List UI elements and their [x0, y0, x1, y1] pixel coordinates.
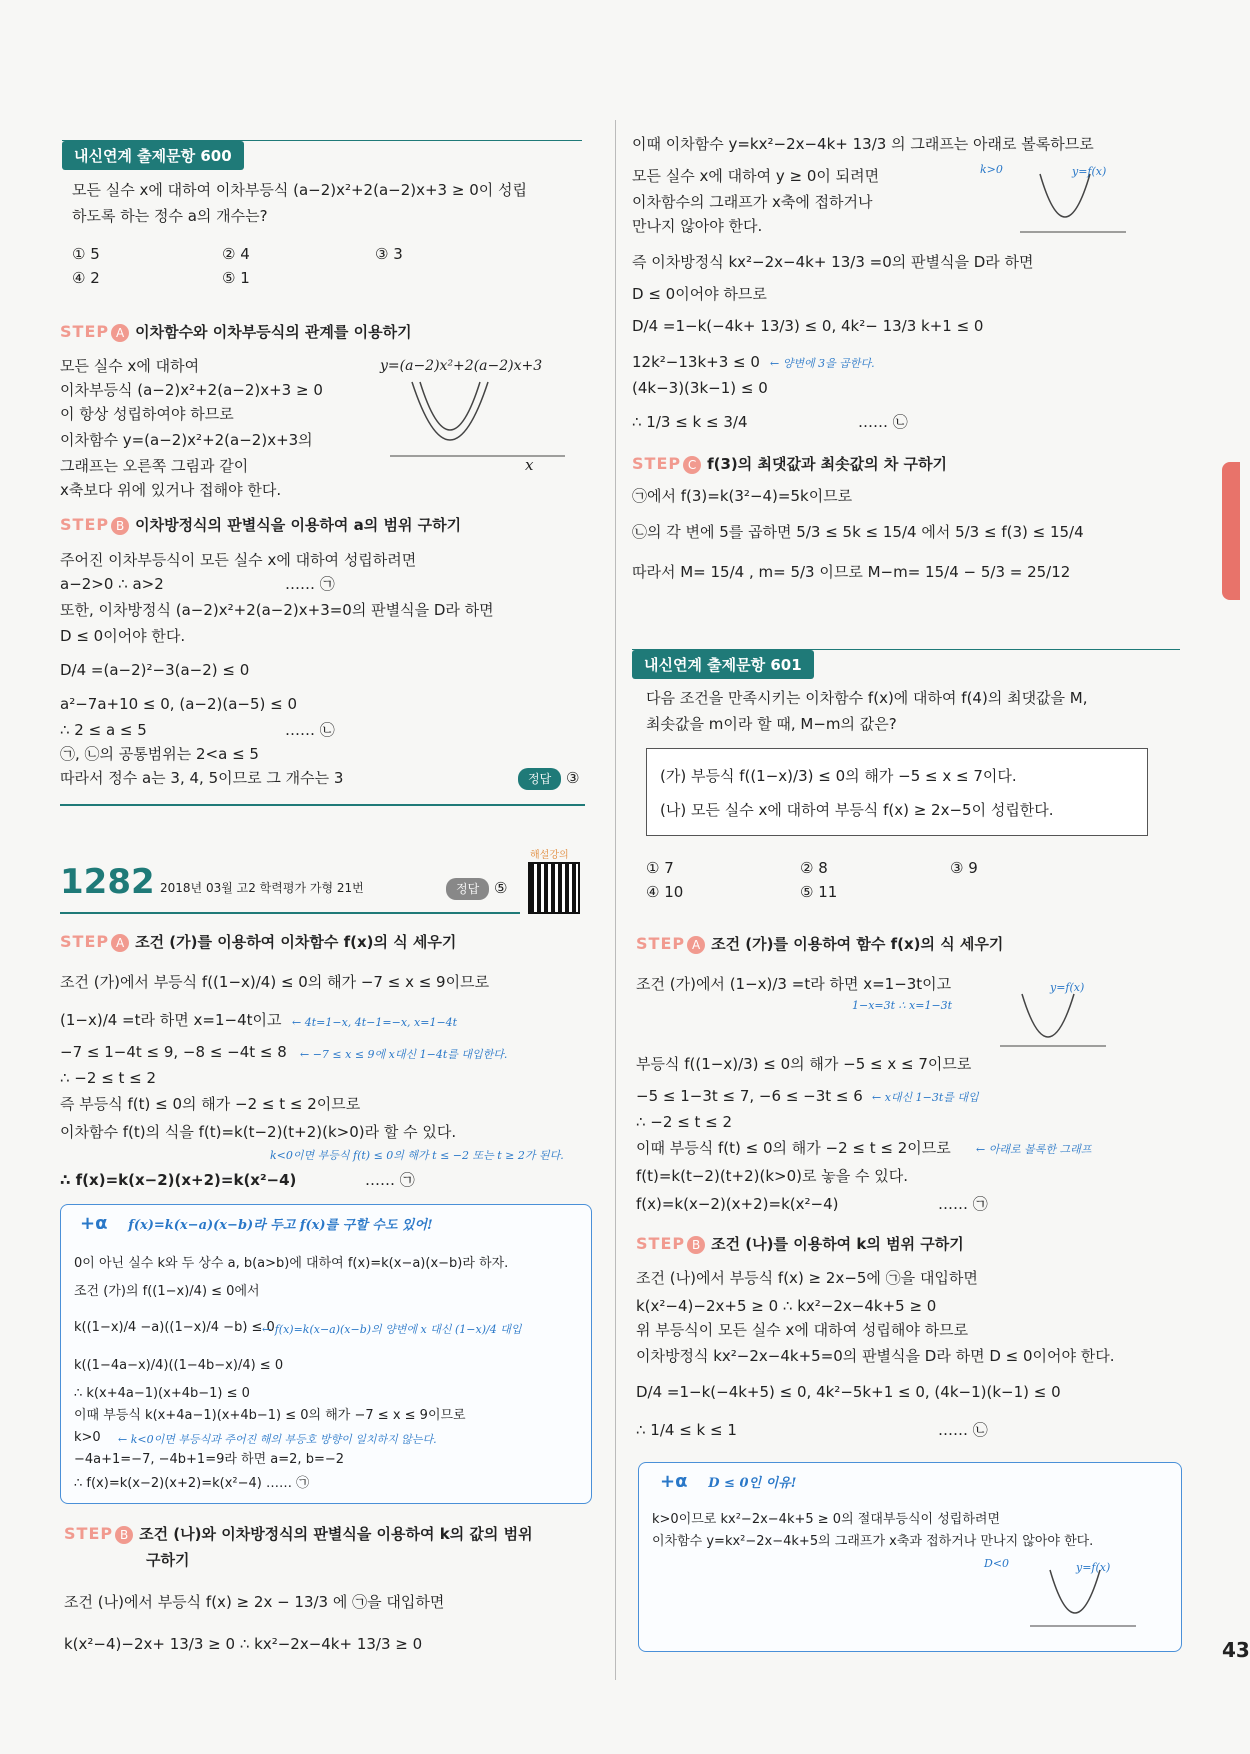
question-601-badge: 내신연계 출제문항 601 — [632, 650, 814, 679]
step-label: STEP — [64, 1524, 114, 1543]
step-b-heading — [64, 1524, 533, 1544]
condition-box — [646, 748, 1148, 836]
solution-line: ∴ 1/4 ≤ k ≤ 1 — [636, 1421, 737, 1439]
answer-value: ③ — [565, 769, 580, 787]
solution-line: a−2>0 ∴ a>2 — [60, 575, 164, 593]
solution-line: 부등식 f((1−x)/3) ≤ 0의 해가 −5 ≤ x ≤ 7이므로 — [636, 1055, 972, 1073]
question-600-text: 하도록 하는 정수 a의 개수는? — [72, 207, 268, 225]
solution-line: 12k²−13k+3 ≤ 0 — [632, 353, 760, 371]
alpha-tip-heading — [660, 1472, 796, 1494]
qr-code[interactable] — [528, 862, 580, 914]
solution-line: ∴ 2 ≤ a ≤ 5 — [60, 721, 147, 739]
side-note: ← 아래로 볼록한 그래프 — [976, 1143, 1092, 1156]
problem-number: 1282 — [60, 862, 155, 902]
solution-line: f(x)=k(x−2)(x+2)=k(x²−4) — [636, 1195, 839, 1213]
solution-line: ∴ f(x)=k(x−2)(x+2)=k(x²−4) — [60, 1171, 297, 1189]
step-title: 이차방정식의 판별식을 이용하여 a의 범위 구하기 — [135, 516, 462, 534]
step-title: 조건 (나)를 이용하여 k의 범위 구하기 — [711, 1235, 964, 1253]
side-note: y=f(x) — [1076, 1561, 1111, 1574]
solution-line: D ≤ 0이어야 한다. — [60, 627, 186, 645]
step-c-heading — [632, 454, 947, 474]
solution-line: k(x²−4)−2x+5 ≥ 0 ∴ kx²−2x−4k+5 ≥ 0 — [636, 1297, 937, 1315]
equation-marker: …… ㉠ — [938, 1195, 988, 1213]
solution-line: 이차방정식 kx²−2x−4k+5=0의 판별식을 D라 하면 D ≤ 0이어야 한다. — [636, 1347, 1115, 1365]
tip-line: −4a+1=−7, −4b+1=9라 하면 a=2, b=−2 — [74, 1452, 344, 1467]
choice-2[interactable]: ② 4 — [222, 245, 250, 263]
side-note: ← k<0이면 부등식과 주어진 해의 부등호 방향이 일치하지 않는다. — [118, 1433, 437, 1446]
equation-marker: …… ㉡ — [285, 721, 335, 739]
step-b-heading — [60, 515, 461, 535]
solution-line: 조건 (가)에서 (1−x)/3 =t라 하면 x=1−3t이고 — [636, 975, 952, 993]
solution-line: D/4 =1−k(−4k+5) ≤ 0, 4k²−5k+1 ≤ 0, (4k−1)(k−1) ≤ 0 — [636, 1383, 1061, 1401]
step-letter: B — [111, 517, 129, 535]
step-title: 이차함수와 이차부등식의 관계를 이용하기 — [135, 323, 412, 341]
solution-line: ㉠에서 f(3)=k(3²−4)=5k이므로 — [632, 487, 853, 505]
solution-line: ㉡의 각 변에 5를 곱하면 5/3 ≤ 5k ≤ 15/4 에서 5/3 ≤ f(3) ≤ 15/4 — [632, 523, 1084, 541]
side-note: k>0 — [980, 163, 1003, 176]
choice-5[interactable]: ⑤ 1 — [222, 269, 250, 287]
parabola-graph — [1020, 170, 1130, 242]
solution-line: 따라서 M= 15/4 , m= 5/3 이므로 M−m= 15/4 − 5/3 = 25/12 — [632, 563, 1071, 581]
answer-value: ⑤ — [493, 879, 508, 897]
solution-line: k(x²−4)−2x+ 13/3 ≥ 0 ∴ kx²−2x−4k+ 13/3 ≥ 0 — [64, 1635, 423, 1653]
answer-pill: 정답 — [518, 768, 561, 790]
solution-line: 또한, 이차방정식 (a−2)x²+2(a−2)x+3=0의 판별식을 D라 하면 — [60, 601, 494, 619]
equation-marker: …… ㉠ — [365, 1171, 415, 1189]
choice-1[interactable]: ① 5 — [72, 245, 100, 263]
equation-marker: …… ㉡ — [858, 413, 908, 431]
step-label: STEP — [60, 515, 110, 534]
page-number: 43 — [1222, 1638, 1250, 1662]
tip-line: 이때 부등식 k(x+4a−1)(x+4b−1) ≤ 0의 해가 −7 ≤ x ≤ 9이므로 — [74, 1408, 466, 1423]
solution-line: ∴ −2 ≤ t ≤ 2 — [60, 1069, 157, 1087]
condition-2: (나) 모든 실수 x에 대하여 부등식 f(x) ≥ 2x−5이 성립한다. — [660, 801, 1054, 819]
step-letter: A — [687, 936, 705, 954]
solution-line: 이차함수 y=(a−2)x²+2(a−2)x+3의 — [60, 431, 313, 449]
tip-line: k((1−4a−x)/4)((1−4b−x)/4) ≤ 0 — [74, 1358, 284, 1373]
column-divider — [615, 120, 616, 1680]
step-letter: B — [115, 1526, 133, 1544]
step-label: STEP — [636, 1234, 686, 1253]
side-note: y=f(x) — [1072, 165, 1107, 178]
problem-source: 2018년 03월 고2 학력평가 가형 21번 — [160, 881, 364, 895]
step-a-heading — [60, 932, 456, 952]
equation-marker: …… ㉡ — [938, 1421, 988, 1439]
step-a-heading — [636, 934, 1003, 954]
choice-4[interactable]: ④ 10 — [646, 883, 684, 901]
parabola-graph — [1030, 1566, 1140, 1638]
side-note: y=f(x) — [1050, 981, 1085, 994]
choice-2[interactable]: ② 8 — [800, 859, 828, 877]
solution-line: 이차함수 f(t)의 식을 f(t)=k(t−2)(t+2)(k>0)라 할 수 있다. — [60, 1123, 457, 1141]
step-title: 조건 (가)를 이용하여 함수 f(x)의 식 세우기 — [711, 935, 1004, 953]
step-letter: B — [687, 1236, 705, 1254]
solution-line: ㉠, ㉡의 공통범위는 2<a ≤ 5 — [60, 745, 259, 763]
solution-line: 이차함수의 그래프가 x축에 접하거나 — [632, 193, 873, 211]
answer-pill: 정답 — [446, 878, 489, 900]
step-b-heading — [636, 1234, 964, 1254]
tip-line: 조건 (가)의 f((1−x)/4) ≤ 0에서 — [74, 1284, 260, 1299]
choice-1[interactable]: ① 7 — [646, 859, 674, 877]
answer-1282 — [446, 878, 507, 900]
side-note: D<0 — [984, 1557, 1010, 1570]
condition-1: (가) 부등식 f((1−x)/3) ≤ 0의 해가 −5 ≤ x ≤ 7이다. — [660, 767, 1017, 785]
equation-marker: …… ㉠ — [285, 575, 335, 593]
step-label: STEP — [60, 322, 110, 341]
solution-line: 위 부등식이 모든 실수 x에 대하여 성립해야 하므로 — [636, 1321, 969, 1339]
tip-line: ∴ f(x)=k(x−2)(x+2)=k(x²−4) …… ㉠ — [74, 1476, 310, 1491]
solution-line: 이때 부등식 f(t) ≤ 0의 해가 −2 ≤ t ≤ 2이므로 — [636, 1139, 951, 1157]
choice-5[interactable]: ⑤ 11 — [800, 883, 838, 901]
solution-line: a²−7a+10 ≤ 0, (a−2)(a−5) ≤ 0 — [60, 695, 298, 713]
plus-alpha-icon: +α — [660, 1471, 688, 1492]
question-601-rule — [632, 649, 1180, 650]
step-letter: A — [111, 934, 129, 952]
step-label: STEP — [632, 454, 682, 473]
alpha-tip-heading — [80, 1214, 433, 1236]
choice-3[interactable]: ③ 3 — [375, 245, 403, 263]
solution-line: 모든 실수 x에 대하여 — [60, 357, 200, 375]
solution-line: 조건 (가)에서 부등식 f((1−x)/4) ≤ 0의 해가 −7 ≤ x ≤ 9이므로 — [60, 973, 490, 991]
answer-600 — [518, 768, 579, 790]
step-title: 조건 (나)와 이차방정식의 판별식을 이용하여 k의 값의 범위 — [139, 1525, 533, 1543]
tip-line: k>0이므로 kx²−2x−4k+5 ≥ 0의 절대부등식이 성립하려면 — [652, 1512, 1001, 1527]
choice-4[interactable]: ④ 2 — [72, 269, 100, 287]
question-601-text: 다음 조건을 만족시키는 이차함수 f(x)에 대하여 f(4)의 최댓값을 M, — [646, 689, 1088, 707]
section-rule — [60, 804, 585, 806]
step-a-heading — [60, 322, 412, 342]
tip-line: k((1−x)/4 −a)((1−x)/4 −b) ≤ 0 — [74, 1320, 275, 1335]
solution-line: 모든 실수 x에 대하여 y ≥ 0이 되려면 — [632, 167, 880, 185]
solution-line: 조건 (나)에서 부등식 f(x) ≥ 2x − 13/3 에 ㉠을 대입하면 — [64, 1593, 445, 1611]
graph-label: y=(a−2)x²+2(a−2)x+3 — [380, 358, 543, 374]
qr-label: 해설강의 — [530, 850, 569, 861]
solution-line: 만나지 않아야 한다. — [632, 217, 763, 235]
step-letter: C — [683, 456, 701, 474]
solution-line: 따라서 정수 a는 3, 4, 5이므로 그 개수는 3 — [60, 769, 344, 787]
solution-line: 이때 이차함수 y=kx²−2x−4k+ 13/3 의 그래프는 아래로 볼록하므로 — [632, 135, 1094, 153]
step-letter: A — [111, 324, 129, 342]
alpha-title: f(x)=k(x−a)(x−b)라 두고 f(x)를 구할 수도 있어! — [128, 1218, 433, 1233]
side-note: ← f(x)=k(x−a)(x−b)의 양변에 x 대신 (1−x)/4 대입 — [262, 1323, 522, 1336]
choice-3[interactable]: ③ 9 — [950, 859, 978, 877]
tip-line: 0이 아닌 실수 k와 두 상수 a, b(a>b)에 대하여 f(x)=k(x−a)(x−b)라 하자. — [74, 1256, 509, 1271]
solution-line: 그래프는 오른쪽 그림과 같이 — [60, 457, 249, 475]
side-note: k<0이면 부등식 f(t) ≤ 0의 해가 t ≤ −2 또는 t ≥ 2가 된다. — [270, 1149, 564, 1162]
step-title: 조건 (가)를 이용하여 이차함수 f(x)의 식 세우기 — [135, 933, 457, 951]
solution-line: x축보다 위에 있거나 접해야 한다. — [60, 481, 282, 499]
solution-line: ∴ 1/3 ≤ k ≤ 3/4 — [632, 413, 748, 431]
step-title: f(3)의 최댓값과 최솟값의 차 구하기 — [707, 455, 948, 473]
solution-line: 주어진 이차부등식이 모든 실수 x에 대하여 성립하려면 — [60, 551, 417, 569]
solution-line: ∴ −2 ≤ t ≤ 2 — [636, 1113, 733, 1131]
question-601-text: 최솟값을 m이라 할 때, M−m의 값은? — [646, 715, 897, 733]
solution-line: −7 ≤ 1−4t ≤ 9, −8 ≤ −4t ≤ 8 — [60, 1043, 287, 1061]
solution-line: (1−x)/4 =t라 하면 x=1−4t이고 — [60, 1011, 282, 1029]
solution-line: D/4 =1−k(−4k+ 13/3) ≤ 0, 4k²− 13/3 k+1 ≤ 0 — [632, 317, 984, 335]
question-600-badge: 내신연계 출제문항 600 — [62, 141, 244, 170]
side-note: ← −7 ≤ x ≤ 9에 x대신 1−4t를 대입한다. — [300, 1048, 508, 1061]
side-note: ← x대신 1−3t를 대입 — [872, 1091, 979, 1104]
parabola-graph — [390, 378, 570, 478]
solution-line: 이차부등식 (a−2)x²+2(a−2)x+3 ≥ 0 — [60, 381, 323, 399]
solution-line: 이 항상 성립하여야 하므로 — [60, 405, 234, 423]
alpha-title: D ≤ 0인 이유! — [708, 1476, 797, 1491]
graph-x-label: x — [525, 456, 534, 474]
chapter-tab — [1222, 462, 1240, 600]
solution-line: (4k−3)(3k−1) ≤ 0 — [632, 379, 768, 397]
step-label: STEP — [636, 934, 686, 953]
solution-line: 조건 (나)에서 부등식 f(x) ≥ 2x−5에 ㉠을 대입하면 — [636, 1269, 978, 1287]
plus-alpha-icon: +α — [80, 1213, 108, 1234]
solution-line: −5 ≤ 1−3t ≤ 7, −6 ≤ −3t ≤ 6 — [636, 1087, 863, 1105]
side-note: ← 4t=1−x, 4t−1=−x, x=1−4t — [292, 1016, 458, 1029]
tip-line: k>0 — [74, 1430, 101, 1445]
parabola-graph — [1000, 990, 1110, 1062]
step-title: 구하기 — [146, 1551, 190, 1569]
side-note: 1−x=3t ∴ x=1−3t — [852, 999, 953, 1012]
tip-line: 이차함수 y=kx²−2x−4k+5의 그래프가 x축과 접하거나 만나지 않아야 한다. — [652, 1534, 1094, 1549]
solution-line: 즉 이차방정식 kx²−2x−4k+ 13/3 =0의 판별식을 D라 하면 — [632, 253, 1034, 271]
step-label: STEP — [60, 932, 110, 951]
tip-line: ∴ k(x+4a−1)(x+4b−1) ≤ 0 — [74, 1386, 250, 1401]
solution-line: D/4 =(a−2)²−3(a−2) ≤ 0 — [60, 661, 250, 679]
solution-line: 즉 부등식 f(t) ≤ 0의 해가 −2 ≤ t ≤ 2이므로 — [60, 1095, 361, 1113]
question-600-text: 모든 실수 x에 대하여 이차부등식 (a−2)x²+2(a−2)x+3 ≥ 0이 성립 — [72, 181, 527, 199]
question-600-rule — [62, 140, 582, 141]
solution-line: f(t)=k(t−2)(t+2)(k>0)로 놓을 수 있다. — [636, 1167, 909, 1185]
section-rule — [60, 912, 520, 914]
solution-line: D ≤ 0이어야 하므로 — [632, 285, 767, 303]
side-note: ← 양변에 3을 곱한다. — [770, 357, 875, 370]
